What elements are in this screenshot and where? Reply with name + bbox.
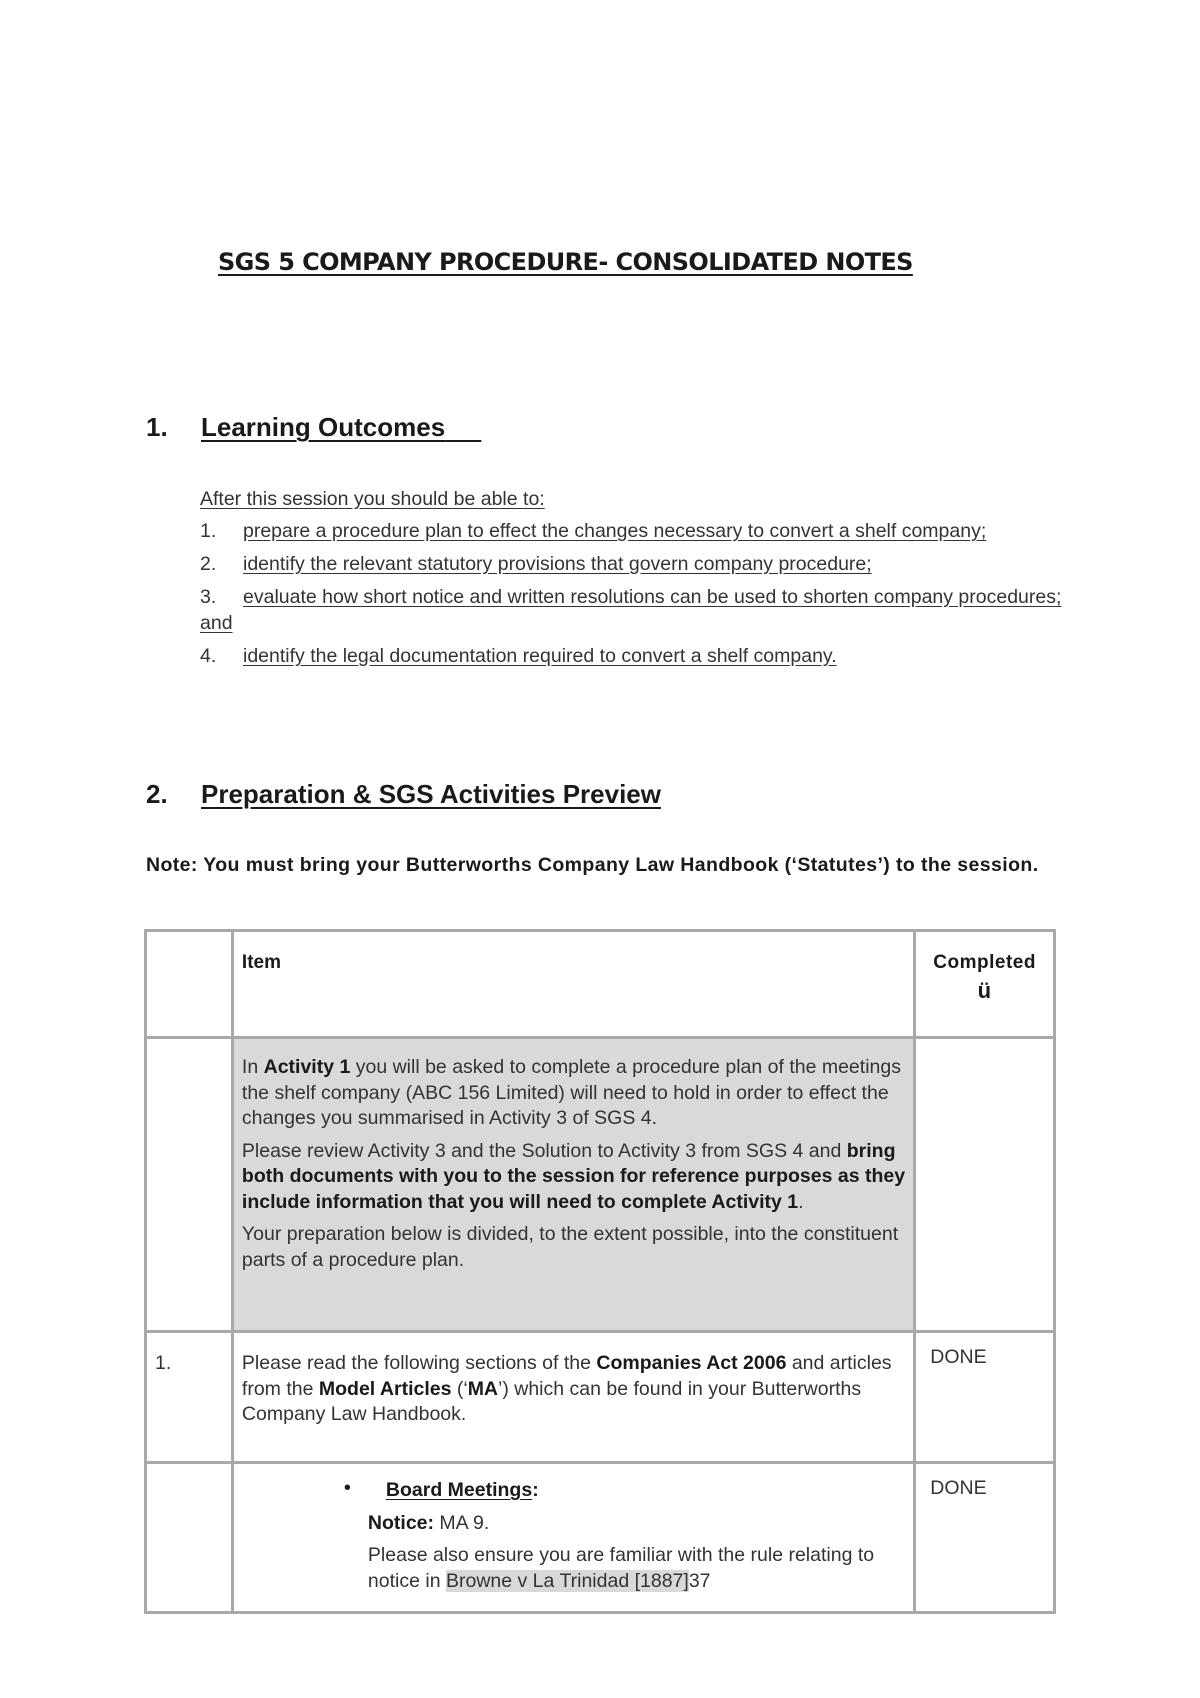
- intro-paragraph: Please review Activity 3 and the Solution to Activity 3 from SGS 4 and bring both documents with you to the session for reference purposes as they include information that you will need to complete Activity 1.: [241, 1139, 906, 1213]
- row-number-cell: 1.: [146, 1332, 233, 1463]
- outcome-item: [200, 518, 1080, 544]
- case-citation: Browne v La Trinidad [1887]: [445, 1569, 689, 1592]
- checkmark-icon: ü: [977, 977, 992, 1003]
- outcomes-intro: After this session you should be able to:: [200, 488, 545, 510]
- table-header-row: [146, 931, 1055, 1038]
- familiar-line: Please also ensure you are familiar with the rule relating to notice in Browne v La Trinidad [1887]37: [367, 1544, 875, 1592]
- table-row: [146, 1332, 1055, 1463]
- table-row-intro: [146, 1038, 1055, 1332]
- outcome-text: evaluate how short notice and written resolutions can be used to shorten company procedures; and: [200, 586, 1062, 634]
- outcome-number: 1.: [200, 520, 217, 542]
- section-number: 2.: [146, 779, 168, 809]
- section-heading-learning-outcomes: [146, 412, 481, 443]
- intro-paragraph: Your preparation below is divided, to the extent possible, into the constituent parts of a procedure plan.: [241, 1223, 899, 1271]
- preparation-table: [144, 929, 1056, 1614]
- document-title: SGS 5 COMPANY PROCEDURE- CONSOLIDATED NOTES: [218, 248, 913, 276]
- handbook-note: Note: You must bring your Butterworths Company Law Handbook (‘Statutes’) to the session.: [146, 854, 1039, 876]
- outcome-item: [200, 551, 1080, 577]
- bullet-icon: •: [343, 1477, 351, 1499]
- outcome-number: 3.: [200, 586, 217, 608]
- section-number: 1.: [146, 412, 168, 442]
- header-cell-empty: [146, 931, 233, 1038]
- outcome-number: 4.: [200, 645, 217, 667]
- outcome-item: [200, 584, 1080, 636]
- section-heading-preparation: [146, 779, 661, 810]
- section-title: Learning Outcomes: [201, 412, 446, 442]
- learning-outcomes-list: [200, 486, 1080, 676]
- outcome-number: 2.: [200, 553, 217, 575]
- intro-item-cell: [232, 1038, 914, 1332]
- section-title: Preparation & SGS Activities Preview: [201, 779, 661, 809]
- board-meetings-line: [343, 1477, 905, 1504]
- outcome-text: identify the relevant statutory provisions that govern company procedure;: [243, 553, 872, 575]
- item-cell: [232, 1463, 914, 1613]
- outcome-text: identify the legal documentation required to convert a shelf company.: [243, 645, 837, 667]
- header-cell-completed: [915, 931, 1055, 1038]
- completed-cell: [915, 1038, 1055, 1332]
- outcome-item: [200, 643, 1080, 669]
- status-done: DONE: [915, 1463, 1055, 1613]
- outcome-text: prepare a procedure plan to effect the changes necessary to convert a shelf company;: [243, 520, 987, 542]
- header-cell-item: Item: [232, 931, 914, 1038]
- item-cell: Please read the following sections of the Companies Act 2006 and articles from the Model Articles (‘MA’) which can be found in your Butterworths Company Law Handbook.: [232, 1332, 914, 1463]
- row-number-cell: [146, 1463, 233, 1613]
- notice-line: Notice: MA 9.: [367, 1511, 490, 1534]
- board-meetings-label: Board Meetings:: [385, 1479, 539, 1501]
- intro-paragraph: In Activity 1 you will be asked to complete a procedure plan of the meetings the shelf company (ABC 156 Limited) will need to hold in order to effect the changes you summarised in Activity 3 of SGS 4.: [241, 1056, 901, 1129]
- row-number-cell: [146, 1038, 233, 1332]
- table-row: [146, 1463, 1055, 1613]
- completed-label: Completed: [933, 952, 1036, 973]
- status-done: DONE: [915, 1332, 1055, 1463]
